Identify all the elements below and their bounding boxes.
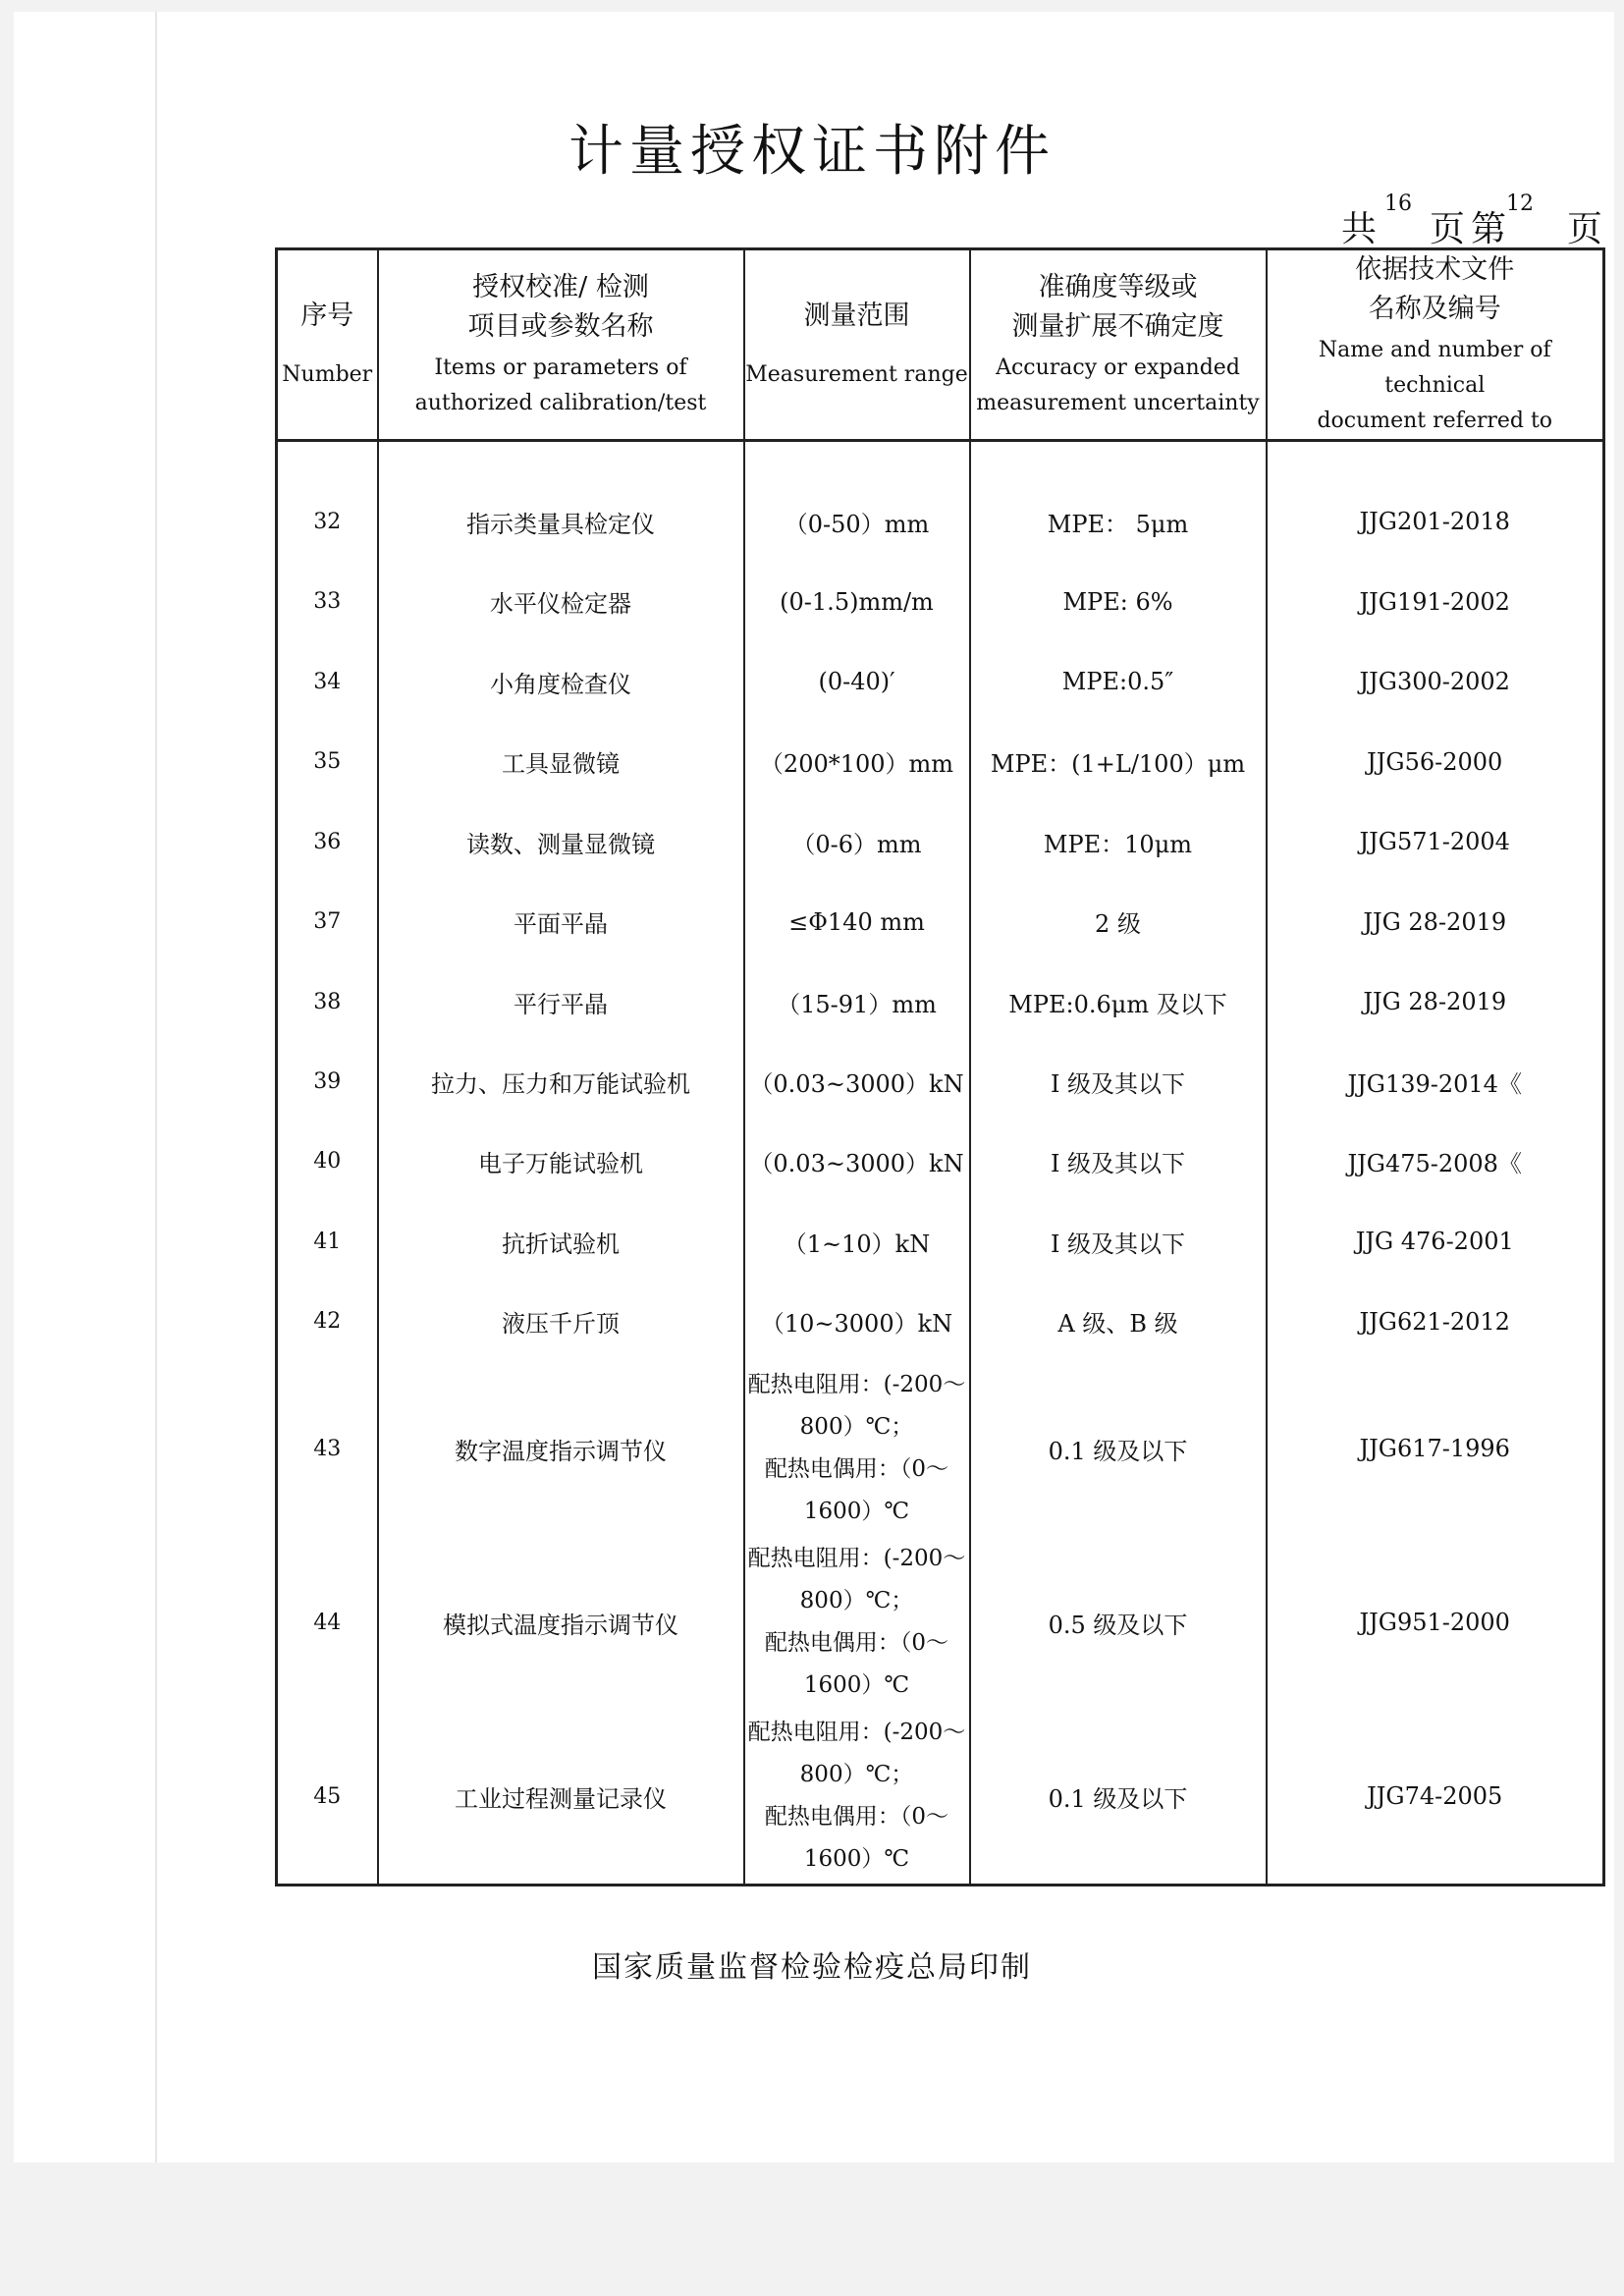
row-document: JJG571-2004 xyxy=(1267,801,1604,881)
pager-page-suffix: 页 xyxy=(1567,209,1603,249)
pager-total-prefix: 共 xyxy=(1341,209,1378,249)
header-item-en: Items or parameters of authorized calibration/test xyxy=(414,355,707,415)
row-document: JJG 476-2001 xyxy=(1267,1202,1604,1282)
row-accuracy: 0.5 级及以下 xyxy=(970,1536,1267,1710)
header-document-zh: 依据技术文件 名称及编号 xyxy=(1355,254,1515,324)
authorization-table xyxy=(275,247,1605,1886)
row-range: 配热电阻用：(-200～ 800）℃； 配热电偶用：（0～ 1600）℃ xyxy=(744,1710,970,1886)
header-document xyxy=(1267,249,1604,441)
row-item: 液压千斤顶 xyxy=(378,1282,744,1361)
table-row xyxy=(277,1042,1604,1121)
document-title: 计量授权证书附件 xyxy=(568,120,1056,184)
table-row xyxy=(277,801,1604,881)
row-number: 34 xyxy=(277,642,378,722)
row-accuracy: 0.1 级及以下 xyxy=(970,1710,1267,1886)
row-accuracy: I 级及其以下 xyxy=(970,1121,1267,1201)
header-item xyxy=(378,249,744,441)
table-row xyxy=(277,722,1604,801)
pager-total-pages: 16 xyxy=(1384,191,1412,216)
table-row xyxy=(277,1121,1604,1201)
row-range: (0-40)′ xyxy=(744,642,970,722)
row-item: 平面平晶 xyxy=(378,882,744,961)
table-header-row xyxy=(277,249,1604,441)
header-accuracy xyxy=(970,249,1267,441)
table-row xyxy=(277,1362,1604,1536)
row-number: 38 xyxy=(277,961,378,1041)
row-number: 41 xyxy=(277,1202,378,1282)
table-row xyxy=(277,1282,1604,1361)
header-number xyxy=(277,249,378,441)
header-range-zh: 测量范围 xyxy=(803,301,910,331)
row-range: 配热电阻用：(-200～ 800）℃； 配热电偶用：（0～ 1600）℃ xyxy=(744,1362,970,1536)
row-range: （0.03~3000）kN xyxy=(744,1121,970,1201)
row-item: 读数、测量显微镜 xyxy=(378,801,744,881)
row-number: 40 xyxy=(277,1121,378,1201)
table-row xyxy=(277,882,1604,961)
row-number: 33 xyxy=(277,562,378,641)
row-accuracy: MPE:0.6μm 及以下 xyxy=(970,961,1267,1041)
row-range: （200*100）mm xyxy=(744,722,970,801)
row-document: JJG191-2002 xyxy=(1267,562,1604,641)
table-row xyxy=(277,441,1604,563)
pager-current-prefix: 第 xyxy=(1471,209,1507,249)
header-number-zh: 序号 xyxy=(300,301,354,331)
printer-footer: 国家质量监督检验检疫总局印制 xyxy=(592,1950,1032,1985)
table-row xyxy=(277,1536,1604,1710)
row-document: JJG621-2012 xyxy=(1267,1282,1604,1361)
header-range xyxy=(744,249,970,441)
row-item: 水平仪检定器 xyxy=(378,562,744,641)
row-range: 配热电阻用：(-200～ 800）℃； 配热电偶用：（0～ 1600）℃ xyxy=(744,1536,970,1710)
header-number-en: Number xyxy=(282,362,373,387)
pager-page-word: 页 xyxy=(1430,209,1466,249)
table-row xyxy=(277,562,1604,641)
row-accuracy: MPE: 6% xyxy=(970,562,1267,641)
row-document: JJG 28-2019 xyxy=(1267,882,1604,961)
row-document: JJG201-2018 xyxy=(1267,441,1604,563)
row-document: JJG617-1996 xyxy=(1267,1362,1604,1536)
row-item: 模拟式温度指示调节仪 xyxy=(378,1536,744,1710)
row-accuracy: 2 级 xyxy=(970,882,1267,961)
row-item: 拉力、压力和万能试验机 xyxy=(378,1042,744,1121)
row-document: JJG139-2014《 xyxy=(1267,1042,1604,1121)
row-range: （0-50）mm xyxy=(744,441,970,563)
header-accuracy-en: Accuracy or expanded measurement uncertainty xyxy=(976,355,1260,415)
row-range: （15-91）mm xyxy=(744,961,970,1041)
row-accuracy: I 级及其以下 xyxy=(970,1042,1267,1121)
row-range: （10~3000）kN xyxy=(744,1282,970,1361)
table-row xyxy=(277,642,1604,722)
row-number: 44 xyxy=(277,1536,378,1710)
row-accuracy: A 级、B 级 xyxy=(970,1282,1267,1361)
row-number: 42 xyxy=(277,1282,378,1361)
row-range: （0.03~3000）kN xyxy=(744,1042,970,1121)
row-document: JJG951-2000 xyxy=(1267,1536,1604,1710)
row-accuracy: I 级及其以下 xyxy=(970,1202,1267,1282)
pager-current-page: 12 xyxy=(1506,191,1534,216)
row-number: 39 xyxy=(277,1042,378,1121)
page-fold-line xyxy=(155,12,157,2162)
row-document: JJG300-2002 xyxy=(1267,642,1604,722)
row-item: 工业过程测量记录仪 xyxy=(378,1710,744,1886)
row-accuracy: MPE：10μm xyxy=(970,801,1267,881)
row-item: 平行平晶 xyxy=(378,961,744,1041)
header-range-en: Measurement range xyxy=(745,362,968,387)
row-item: 工具显微镜 xyxy=(378,722,744,801)
table-row xyxy=(277,1202,1604,1282)
page-counter xyxy=(1335,191,1610,250)
header-document-en: Name and number of technical document referred to xyxy=(1317,338,1553,433)
row-range: （0-6）mm xyxy=(744,801,970,881)
row-document: JJG475-2008《 xyxy=(1267,1121,1604,1201)
row-accuracy: MPE:0.5″ xyxy=(970,642,1267,722)
row-range: (0-1.5)mm/m xyxy=(744,562,970,641)
row-number: 35 xyxy=(277,722,378,801)
row-range: （1~10）kN xyxy=(744,1202,970,1282)
row-document: JJG74-2005 xyxy=(1267,1710,1604,1886)
row-item: 数字温度指示调节仪 xyxy=(378,1362,744,1536)
row-item: 抗折试验机 xyxy=(378,1202,744,1282)
row-item: 指示类量具检定仪 xyxy=(378,441,744,563)
header-accuracy-zh: 准确度等级或 测量扩展不确定度 xyxy=(1011,272,1224,342)
row-document: JJG 28-2019 xyxy=(1267,961,1604,1041)
header-item-zh: 授权校准/ 检测 项目或参数名称 xyxy=(467,272,654,342)
row-item: 小角度检查仪 xyxy=(378,642,744,722)
row-number: 43 xyxy=(277,1362,378,1536)
row-accuracy: MPE： 5μm xyxy=(970,441,1267,563)
table-row xyxy=(277,961,1604,1041)
row-number: 32 xyxy=(277,441,378,563)
row-document: JJG56-2000 xyxy=(1267,722,1604,801)
row-accuracy: MPE：(1+L/100）μm xyxy=(970,722,1267,801)
table-row xyxy=(277,1710,1604,1886)
row-item: 电子万能试验机 xyxy=(378,1121,744,1201)
row-number: 45 xyxy=(277,1710,378,1886)
row-number: 37 xyxy=(277,882,378,961)
row-number: 36 xyxy=(277,801,378,881)
row-range: ≤Φ140 mm xyxy=(744,882,970,961)
row-accuracy: 0.1 级及以下 xyxy=(970,1362,1267,1536)
